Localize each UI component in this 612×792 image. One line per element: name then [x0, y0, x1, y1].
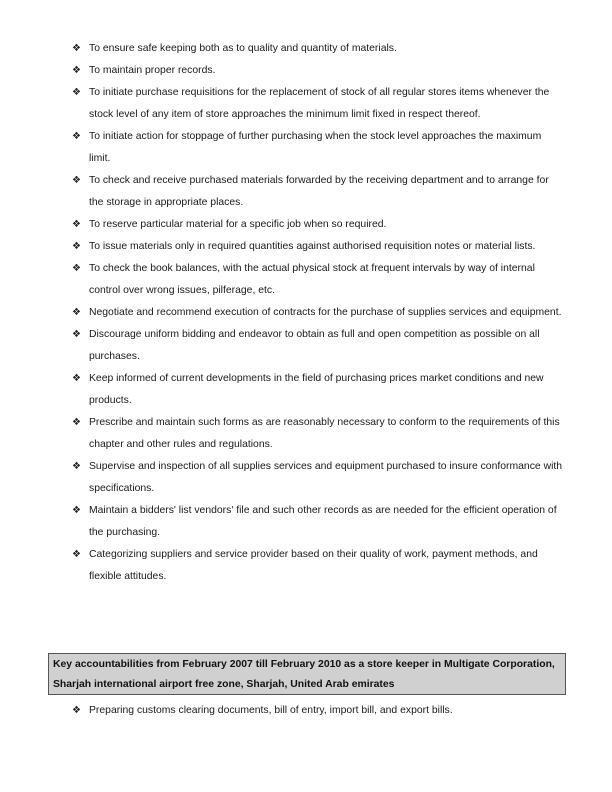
list-item	[0, 302, 612, 324]
list-item	[0, 214, 612, 236]
list-item-text: To ensure safe keeping both as to quality and quantity of materials.	[89, 43, 397, 54]
list-item-text: Prescribe and maintain such forms as are reasonably necessary to conform to the requirements of this chapter and other rules and regulations.	[89, 417, 560, 450]
diamond-bullet-icon: ❖	[72, 373, 81, 384]
diamond-bullet-icon: ❖	[72, 219, 81, 230]
list-item-text: To check the book balances, with the actual physical stock at frequent intervals by way of internal control over wrong issues, pilferage, etc.	[89, 263, 535, 296]
list-item	[0, 258, 612, 302]
diamond-bullet-icon: ❖	[72, 263, 81, 274]
diamond-bullet-icon: ❖	[72, 417, 81, 428]
list-item-text: Discourage uniform bidding and endeavor to obtain as full and open competition as possible on all purchases.	[89, 329, 540, 362]
diamond-bullet-icon: ❖	[72, 705, 81, 716]
diamond-bullet-icon: ❖	[72, 241, 81, 252]
list-item-text: Preparing customs clearing documents, bill of entry, import bill, and export bills.	[89, 705, 453, 716]
diamond-bullet-icon: ❖	[72, 131, 81, 142]
diamond-bullet-icon: ❖	[72, 65, 81, 76]
list-item	[0, 456, 612, 500]
list-item	[0, 544, 612, 588]
list-item	[0, 700, 612, 722]
list-item	[0, 236, 612, 258]
list-item-text: Maintain a bidders' list vendors' file and such other records as are needed for the efficient operation of the purchasing.	[89, 505, 557, 538]
list-item	[0, 368, 612, 412]
list-item	[0, 126, 612, 170]
list-item-text: Categorizing suppliers and service provider based on their quality of work, payment methods, and flexible attitudes.	[89, 549, 538, 582]
list-item	[0, 82, 612, 126]
list-item	[0, 324, 612, 368]
list-item-text: To initiate purchase requisitions for the replacement of stock of all regular stores items whenever the stock level of any item of store approaches the minimum limit fixed in respect thereof.	[89, 87, 550, 120]
section-heading: Key accountabilities from February 2007 till February 2010 as a store keeper in Multigate Corporation, Sharjah international airport free zone, Sharjah, United Arab emirates	[48, 653, 566, 695]
list-item-text: To issue materials only in required quantities against authorised requisition notes or material lists.	[89, 241, 536, 252]
diamond-bullet-icon: ❖	[72, 175, 81, 186]
list-item-text: Supervise and inspection of all supplies services and equipment purchased to insure conformance with specifications.	[89, 461, 563, 494]
diamond-bullet-icon: ❖	[72, 87, 81, 98]
list-item	[0, 60, 612, 82]
diamond-bullet-icon: ❖	[72, 461, 81, 472]
diamond-bullet-icon: ❖	[72, 43, 81, 54]
list-item-text: To check and receive purchased materials forwarded by the receiving department and to arrange for the storage in appropriate places.	[89, 175, 549, 208]
list-item	[0, 170, 612, 214]
list-item	[0, 38, 612, 60]
diamond-bullet-icon: ❖	[72, 505, 81, 516]
diamond-bullet-icon: ❖	[72, 549, 81, 560]
list-item-text: Negotiate and recommend execution of contracts for the purchase of supplies services and equipment.	[89, 307, 562, 318]
list-item-text: To maintain proper records.	[89, 65, 216, 76]
accountabilities-list	[0, 700, 612, 722]
responsibilities-list	[0, 38, 612, 588]
diamond-bullet-icon: ❖	[72, 307, 81, 318]
list-item-text: To reserve particular material for a specific job when so required.	[89, 219, 387, 230]
list-item-text: Keep informed of current developments in the field of purchasing prices market conditions and new products.	[89, 373, 544, 406]
list-item	[0, 412, 612, 456]
diamond-bullet-icon: ❖	[72, 329, 81, 340]
list-item	[0, 500, 612, 544]
list-item-text: To initiate action for stoppage of further purchasing when the stock level approaches the maximum limit.	[89, 131, 542, 164]
